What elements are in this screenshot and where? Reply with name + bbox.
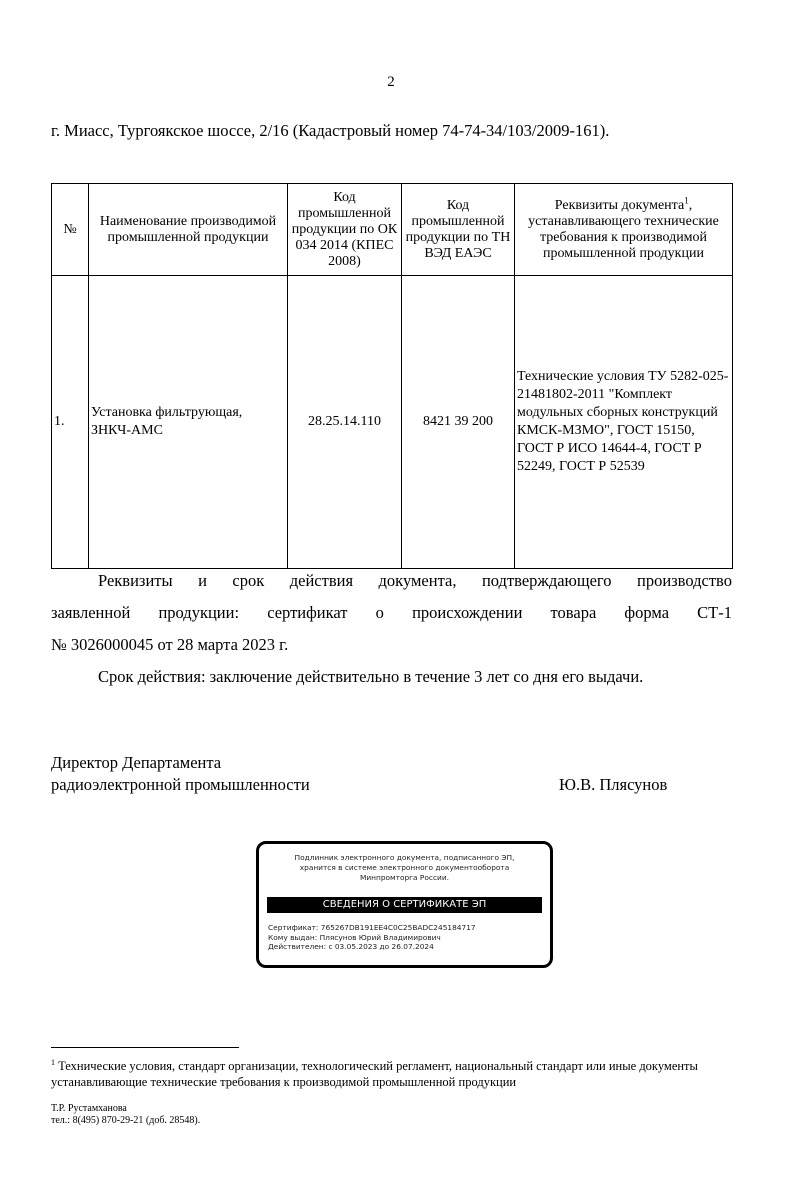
- header-document-requisites: [515, 184, 733, 276]
- footnote-text: Технические условия, стандарт организации, технологический регламент, национальный стандарт или иные документы устанавливающие технические требования к производимой промышленной продукции: [51, 1059, 698, 1089]
- row-product-name: Установка фильтрующая, ЗНКЧ-АМС: [89, 276, 288, 569]
- signer-title-line2: радиоэлектронной промышленности: [51, 775, 310, 794]
- signer-name: Ю.В. Плясунов: [559, 775, 668, 794]
- stamp-validity: Действителен: с 03.05.2023 до 26.07.2024: [268, 942, 434, 951]
- footnote-mark: 1: [51, 1057, 55, 1067]
- header-requisites-rest: , устанавливающего технические требования к производимой промышленной продукции: [528, 197, 719, 261]
- stamp-header-line1: Подлинник электронного документа, подписанного ЭП,: [294, 853, 515, 862]
- row-tnved-code: 8421 39 200: [402, 276, 515, 569]
- stamp-certificate-banner: СВЕДЕНИЯ О СЕРТИФИКАТЕ ЭП: [267, 897, 542, 913]
- row-number: 1.: [52, 276, 89, 569]
- footnote-divider: [51, 1047, 239, 1048]
- stamp-header-line2: хранится в системе электронного документооборота: [299, 863, 510, 872]
- page-number: 2: [387, 74, 395, 90]
- stamp-header: [267, 853, 542, 883]
- signer-title: [51, 752, 310, 796]
- row-okpd-code: 28.25.14.110: [288, 276, 402, 569]
- address-line: г. Миасс, Тургоякское шоссе, 2/16 (Кадастровый номер 74-74-34/103/2009-161).: [51, 121, 610, 140]
- header-tnved-code: Код промышленной продукции по ТН ВЭД ЕАЭС: [402, 184, 515, 276]
- executor-contact: [51, 1103, 200, 1127]
- table-header-row: [52, 184, 733, 276]
- stamp-certificate-serial: Сертификат: 765267DB191EE4C0C25BADC245184717: [268, 923, 476, 932]
- table-row: [52, 276, 733, 569]
- signer-title-line1: Директор Департамента: [51, 753, 222, 772]
- header-product-name: Наименование производимой промышленной продукции: [89, 184, 288, 276]
- stamp-issued-to: Кому выдан: Плясунов Юрий Владимирович: [268, 932, 441, 942]
- header-okpd-code: Код промышленной продукции по ОК 034 2014 (КПЕС 2008): [288, 184, 402, 276]
- header-number: №: [52, 184, 89, 276]
- stamp-header-line3: Минпромторга России.: [360, 873, 449, 882]
- electronic-signature-stamp: [256, 841, 553, 968]
- footnote-reference: 1: [684, 194, 689, 205]
- footnote: [51, 1058, 741, 1090]
- validity-paragraph: Срок действия: заключение действительно в течение 3 лет со дня его выдачи.: [98, 667, 644, 686]
- stamp-details: [268, 923, 544, 952]
- header-requisites-text: Реквизиты документа: [554, 197, 685, 213]
- row-document-requisites: Технические условия ТУ 5282-025-21481802-2011 "Комплект модульных сборных конструкций КМСК-МЗМО", ГОСТ 15150, ГОСТ Р ИСО 14644-4, ГОСТ Р 52249, ГОСТ Р 52539: [515, 276, 733, 569]
- executor-name: Т.Р. Рустамханова: [51, 1103, 127, 1114]
- certificate-paragraph-line3: № 3026000045 от 28 марта 2023 г.: [51, 635, 289, 654]
- executor-phone: тел.: 8(495) 870-29-21 (доб. 28548).: [51, 1115, 201, 1126]
- certificate-paragraph-line2: заявленной продукции: сертификат о происхождении товара форма СТ-1: [51, 603, 732, 622]
- certificate-paragraph-line1: Реквизиты и срок действия документа, подтверждающего производство: [98, 571, 732, 590]
- product-table: [51, 183, 733, 569]
